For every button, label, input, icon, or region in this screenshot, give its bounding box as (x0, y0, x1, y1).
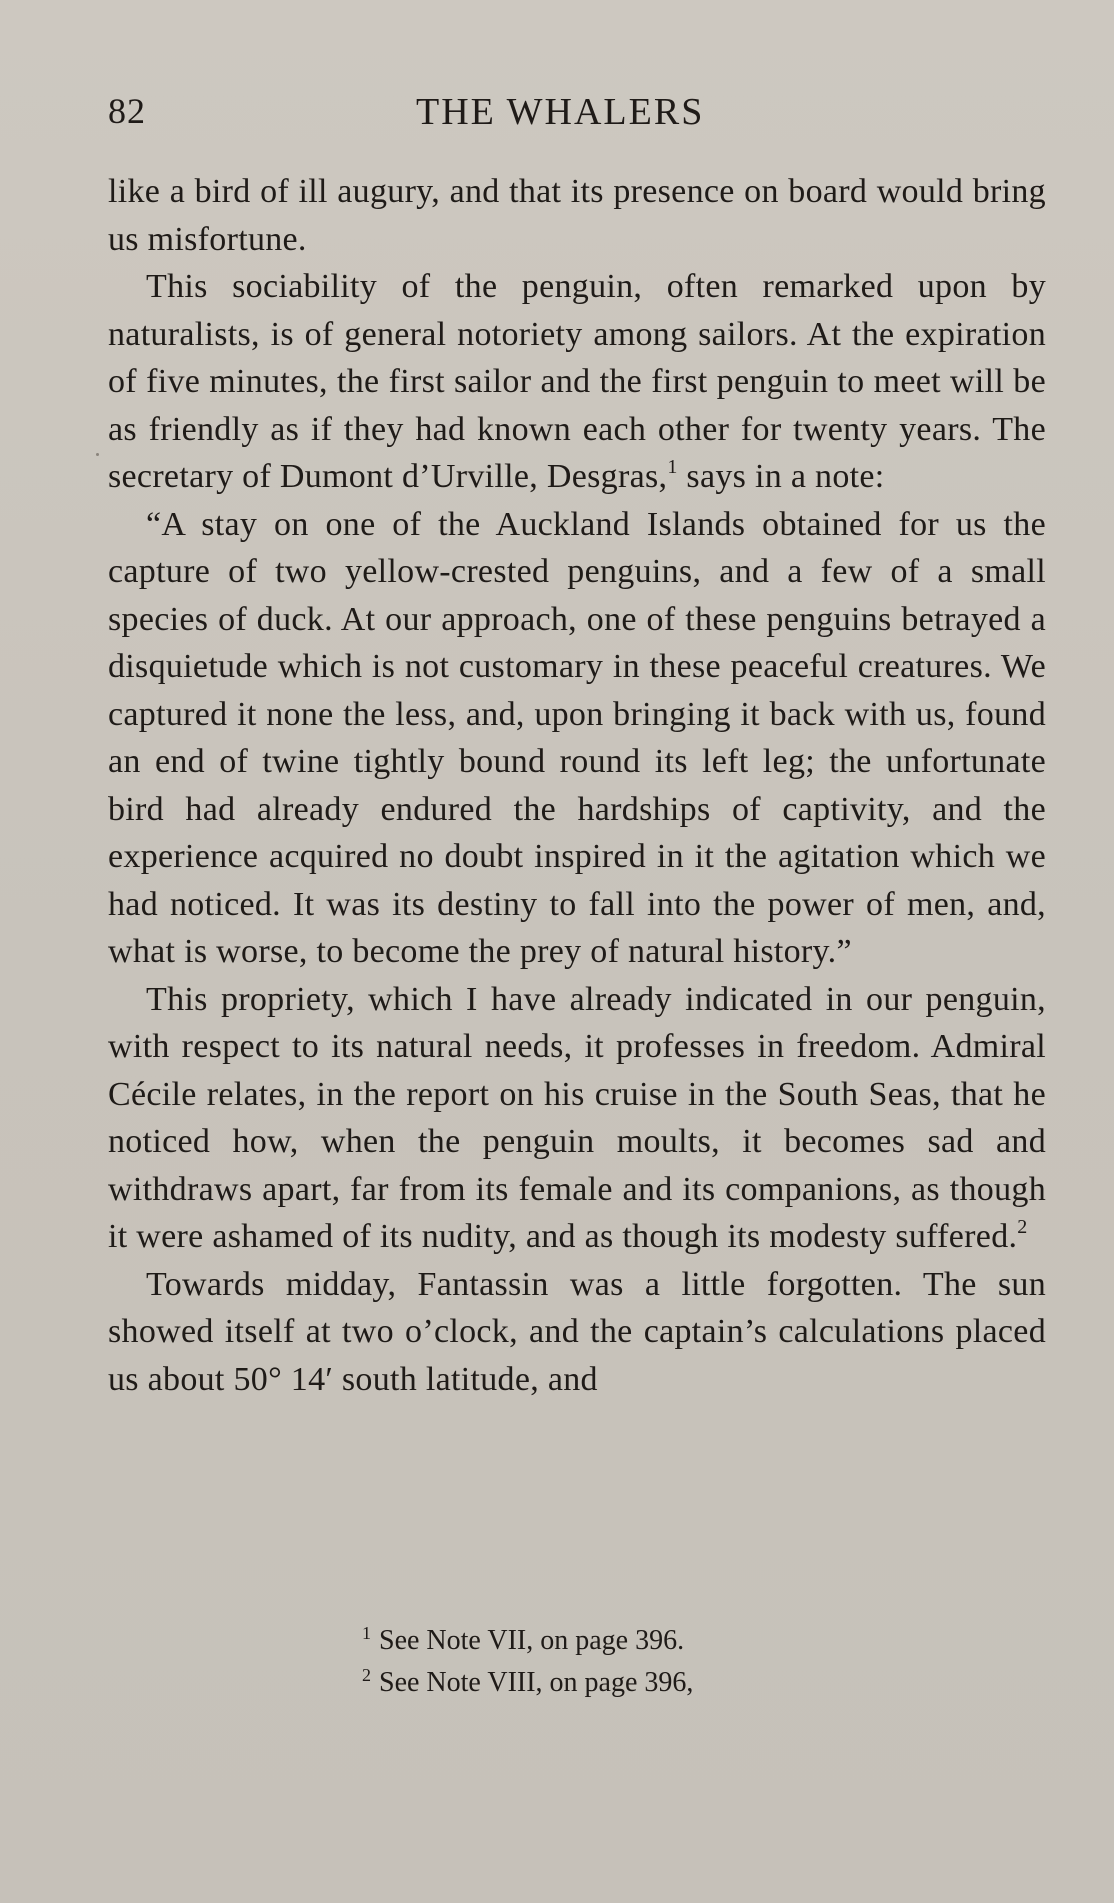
paragraph-3: “A stay on one of the Auckland Islands obtained for us the capture of two yellow-crested penguins, and a few of a small species of duck. At our approach, one of these penguins betrayed a disquietude which is not customary in these peaceful creatures. We captured it none the less, and, upon bringing it back with us, found an end of twine tightly bound round its left leg; the unfortunate bird had already endured the hardships of captivity, and the experience acquired no doubt inspired in it the agitation which we had noticed. It was its destiny to fall into the power of men, and, what is worse, to become the prey of natural history.” (108, 505, 1046, 970)
footnote-ref-1[interactable]: 1 (667, 456, 678, 478)
body-text (108, 168, 1046, 1403)
paragraph-4: This propriety, which I have already indicated in our penguin, with respect to its natural needs, it professes in freedom. Admiral Cécile relates, in the report on his cruise in the South Seas, that he noticed how, when the penguin moults, it becomes sad and withdraws apart, far from its female and its companions, as though it were ashamed of its nudity, and as though its modesty suffered.$^2$ (108, 980, 1046, 1255)
footnote-text: See Note VII, on page 396. (379, 1625, 685, 1656)
page-header (108, 90, 1048, 138)
footnote-marker: 2 (362, 1665, 371, 1685)
margin-speck (96, 453, 99, 456)
page-number: 82 (108, 91, 146, 131)
footnote-2 (362, 1662, 962, 1704)
footnote-text: See Note VIII, on page 396, (379, 1667, 694, 1698)
paragraph-5: Towards midday, Fantassin was a little forgotten. The sun showed itself at two o’clock, and the captain’s calculations placed us about 50° 14′ south latitude, and (108, 1265, 1046, 1398)
running-head: THE WHALERS (416, 91, 705, 133)
footnote-ref-2[interactable]: 2 (1017, 1216, 1028, 1238)
paragraph-1: like a bird of ill augury, and that its presence on board would bring us misfortune. (108, 173, 1046, 258)
footnotes (362, 1620, 962, 1704)
paragraph-2: This sociability of the penguin, often remarked upon by naturalists, is of general notoriety among sailors. At the expiration of five minutes, the first sailor and the first penguin to meet will be as friendly as if they had known each other for twenty years. The secretary of Dumont d’Urville, Desgras,$^1$ says in a note: (108, 268, 1046, 495)
footnote-1 (362, 1620, 962, 1662)
footnote-marker: 1 (362, 1623, 371, 1643)
